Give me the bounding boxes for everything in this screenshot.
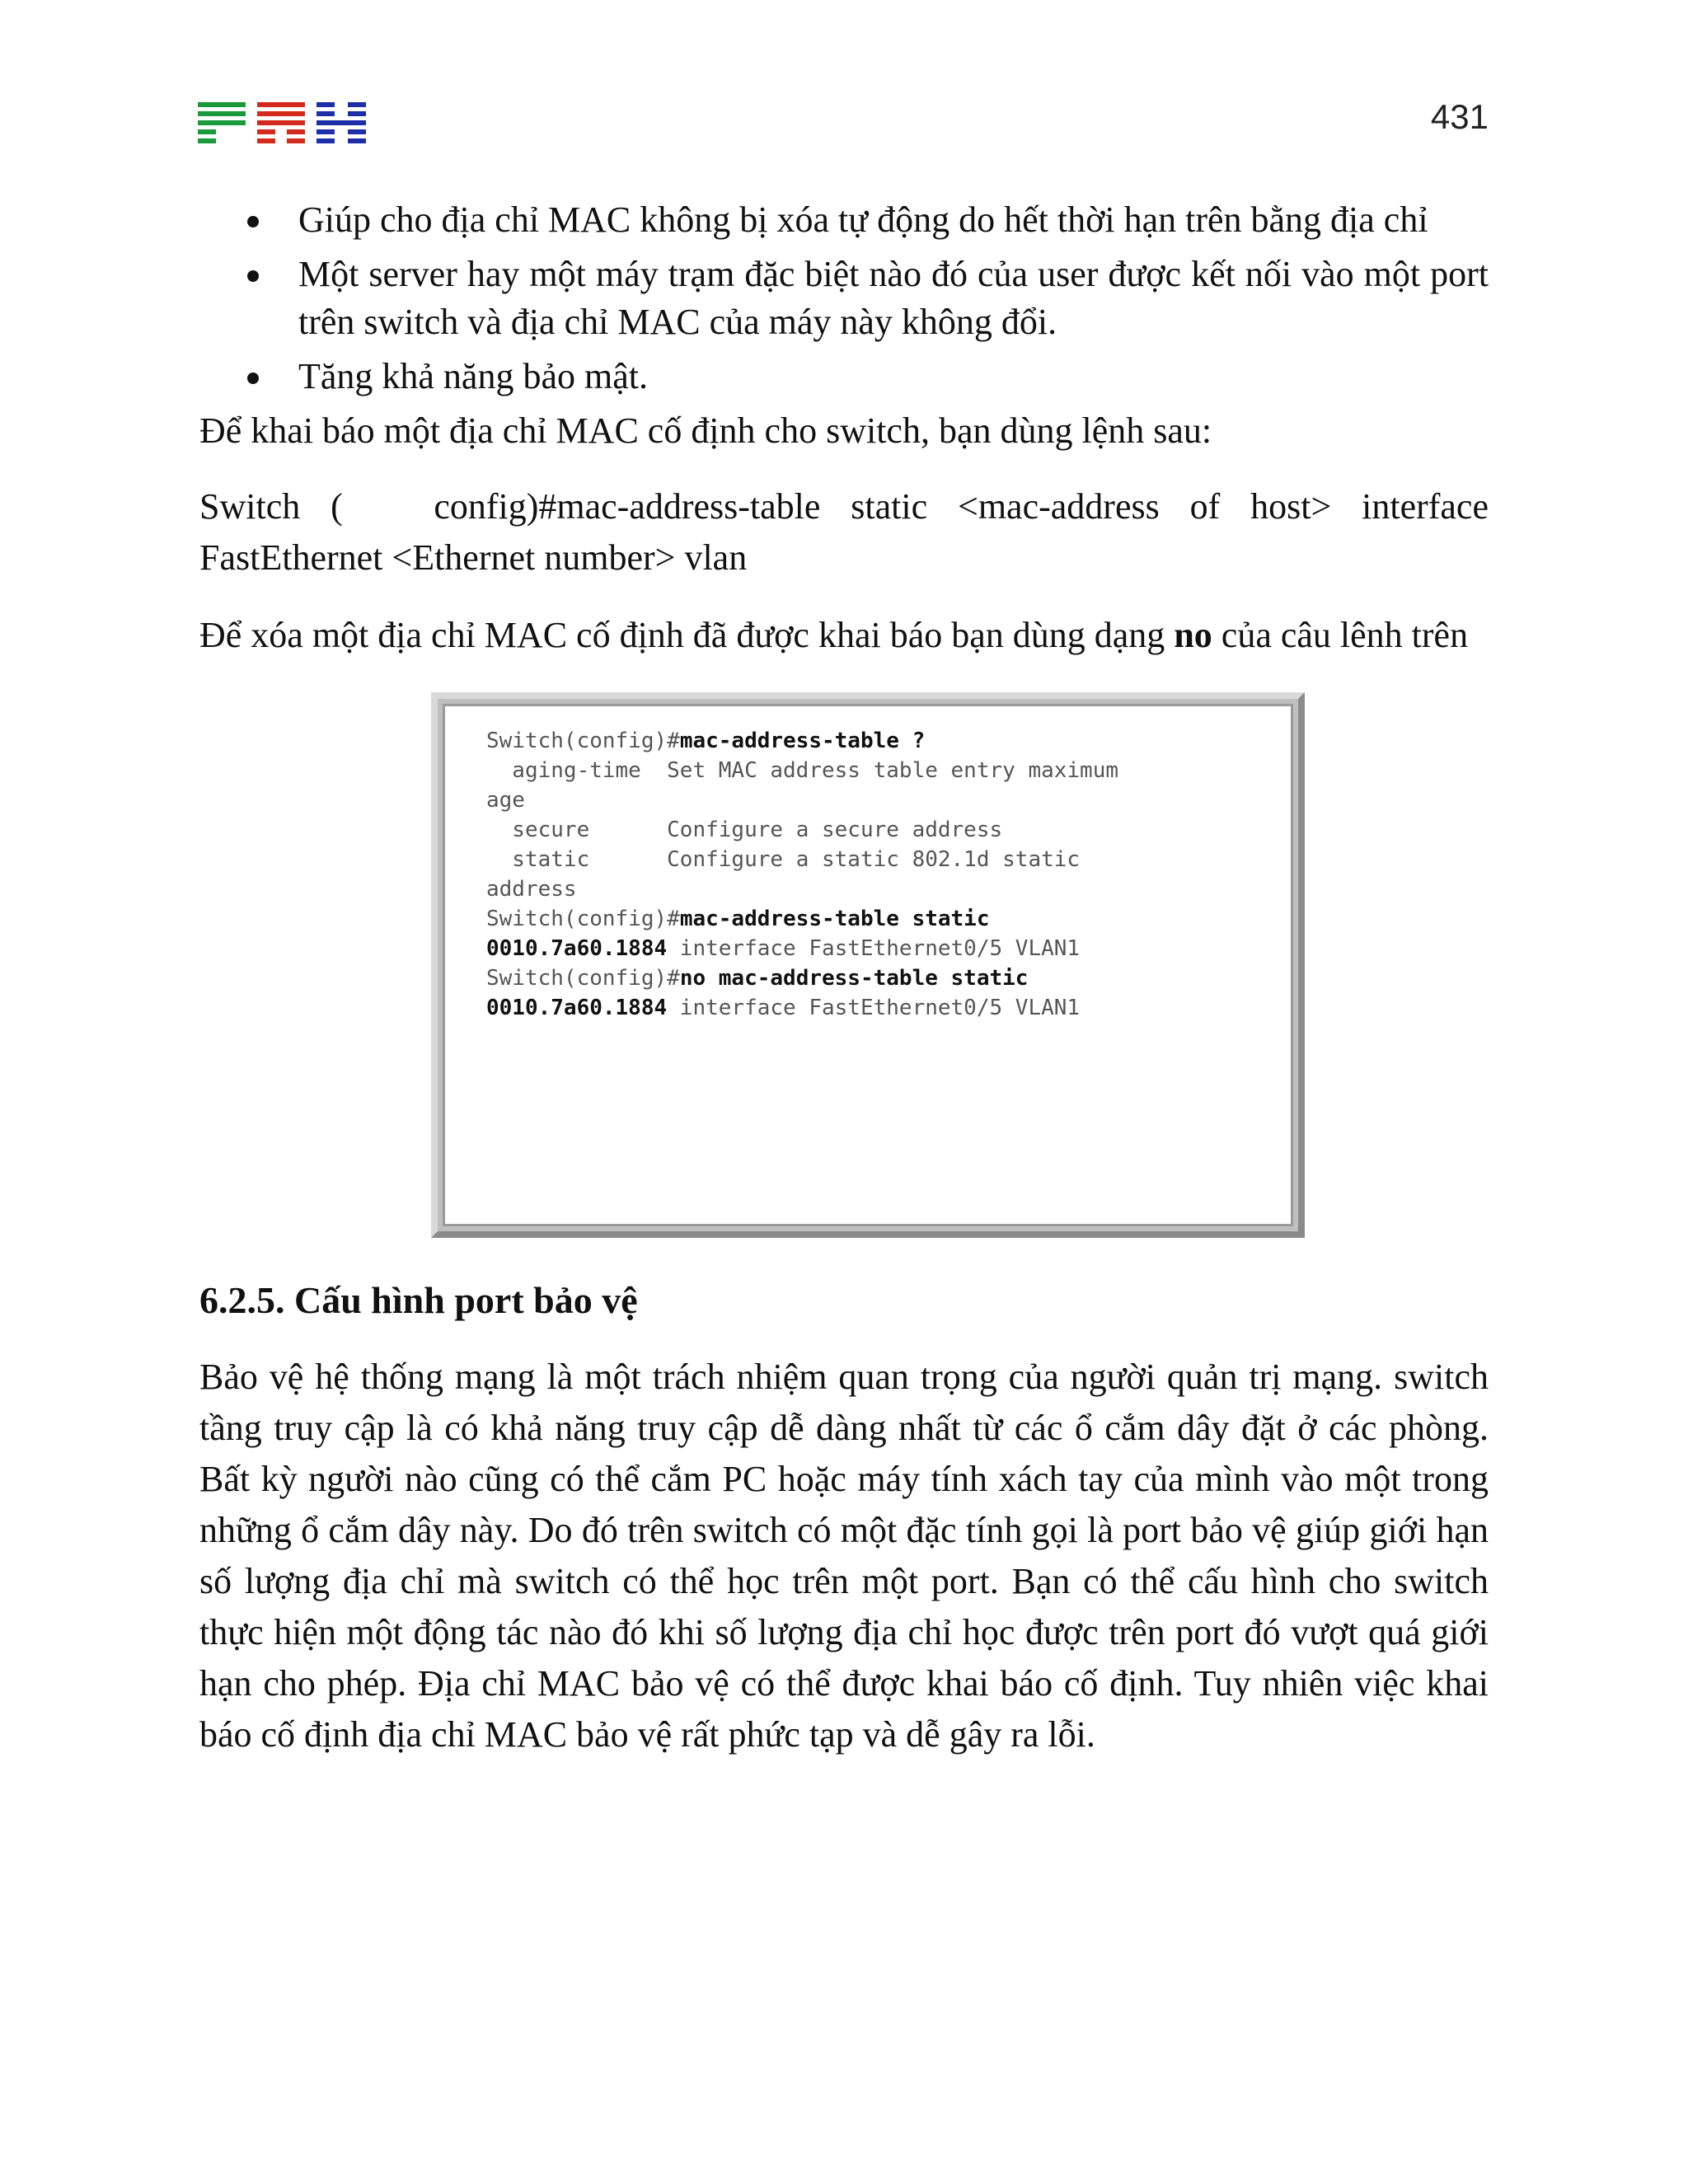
pnh-logo-graphic (198, 101, 367, 150)
section-body-paragraph: Bảo vệ hệ thống mạng là một trách nhiệm quan trọng của người quản trị mạng. switch tầng truy cập là có khả năng truy cập dễ dàng nhất từ các ổ cắm dây đặt ở các phòng. Bất kỳ người nào cũng có thể cắm PC hoặc máy tính xách tay của mình vào một trong những ổ cắm dây này. Do đó trên switch có một đặc tính gọi là port bảo vệ giúp giới hạn số lượng địa chỉ mà switch có thể học trên một port. Bạn có thể cấu hình cho switch thực hiện một động tác nào đó khi số lượng địa chỉ học được trên port đó vượt quá giới hạn cho phép. Địa chỉ MAC bảo vệ có thể được khai báo cố định. Tuy nhiên việc khai báo cố định địa chỉ MAC bảo vệ rất phức tạp và dễ gây ra lỗi. (199, 1357, 1489, 1755)
list-item-text: Giúp cho địa chỉ MAC không bị xóa tự động do hết thời hạn trên bằng địa chỉ (298, 199, 1428, 240)
terminal-prompt: Switch(config)# (486, 907, 680, 931)
section-heading: 6.2.5. Cấu hình port bảo vệ (199, 1279, 638, 1321)
terminal-screenshot-frame (431, 692, 1305, 1238)
page-number: 431 (1430, 97, 1489, 136)
command-paragraph: Switch ( config)#mac-address-table static <mac-address of host> interface FastEthernet <Ethernet number> vlan (199, 486, 1498, 578)
terminal-line: address (486, 877, 577, 902)
bullet-icon (247, 373, 259, 384)
terminal-option: secure (486, 818, 590, 842)
terminal-mac-address: 0010.7a60.1884 (486, 996, 668, 1020)
terminal-prompt: Switch(config)# (486, 966, 680, 991)
bullet-icon (247, 270, 259, 282)
terminal-line: interface FastEthernet0/5 VLAN1 (667, 936, 1081, 961)
delete-text-after: của câu lênh trên (1212, 615, 1469, 655)
terminal-command: mac-address-table ? (679, 729, 926, 753)
pnh-logo (198, 101, 367, 150)
terminal-command: no mac-address-table static (679, 966, 1029, 991)
terminal-command: mac-address-table static (679, 907, 990, 931)
bullet-icon (247, 216, 259, 227)
terminal-line: age (486, 788, 525, 813)
delete-text-before: Để xóa một địa chỉ MAC cố định đã được khai báo bạn dùng dạng (199, 615, 1175, 655)
list-item (199, 251, 1489, 346)
list-item (199, 196, 1489, 244)
bullet-list (199, 196, 1489, 401)
intro-paragraph: Để khai báo một địa chỉ MAC cố định cho switch, bạn dùng lệnh sau: (199, 410, 1212, 451)
delete-paragraph (199, 610, 1489, 661)
terminal-description: Set MAC address table entry maximum (640, 758, 1119, 783)
terminal-description: Configure a secure address (589, 818, 1003, 842)
list-item-text: Một server hay một máy trạm đặc biệt nào đó của user được kết nối vào một port trên switch và địa chỉ MAC của máy này không đổi. (298, 254, 1489, 342)
terminal-prompt: Switch(config)# (486, 729, 680, 753)
terminal-mac-address: 0010.7a60.1884 (486, 936, 668, 961)
terminal-option: aging-time (486, 758, 641, 783)
no-keyword: no (1174, 615, 1212, 655)
list-item-text: Tăng khả năng bảo mật. (298, 356, 648, 396)
terminal-line: interface FastEthernet0/5 VLAN1 (667, 996, 1081, 1020)
page-content (199, 196, 1498, 1760)
terminal-option: static (486, 847, 590, 872)
terminal-output (443, 704, 1293, 1226)
list-item (199, 353, 1489, 401)
terminal-description: Configure a static 802.1d static (589, 847, 1081, 872)
